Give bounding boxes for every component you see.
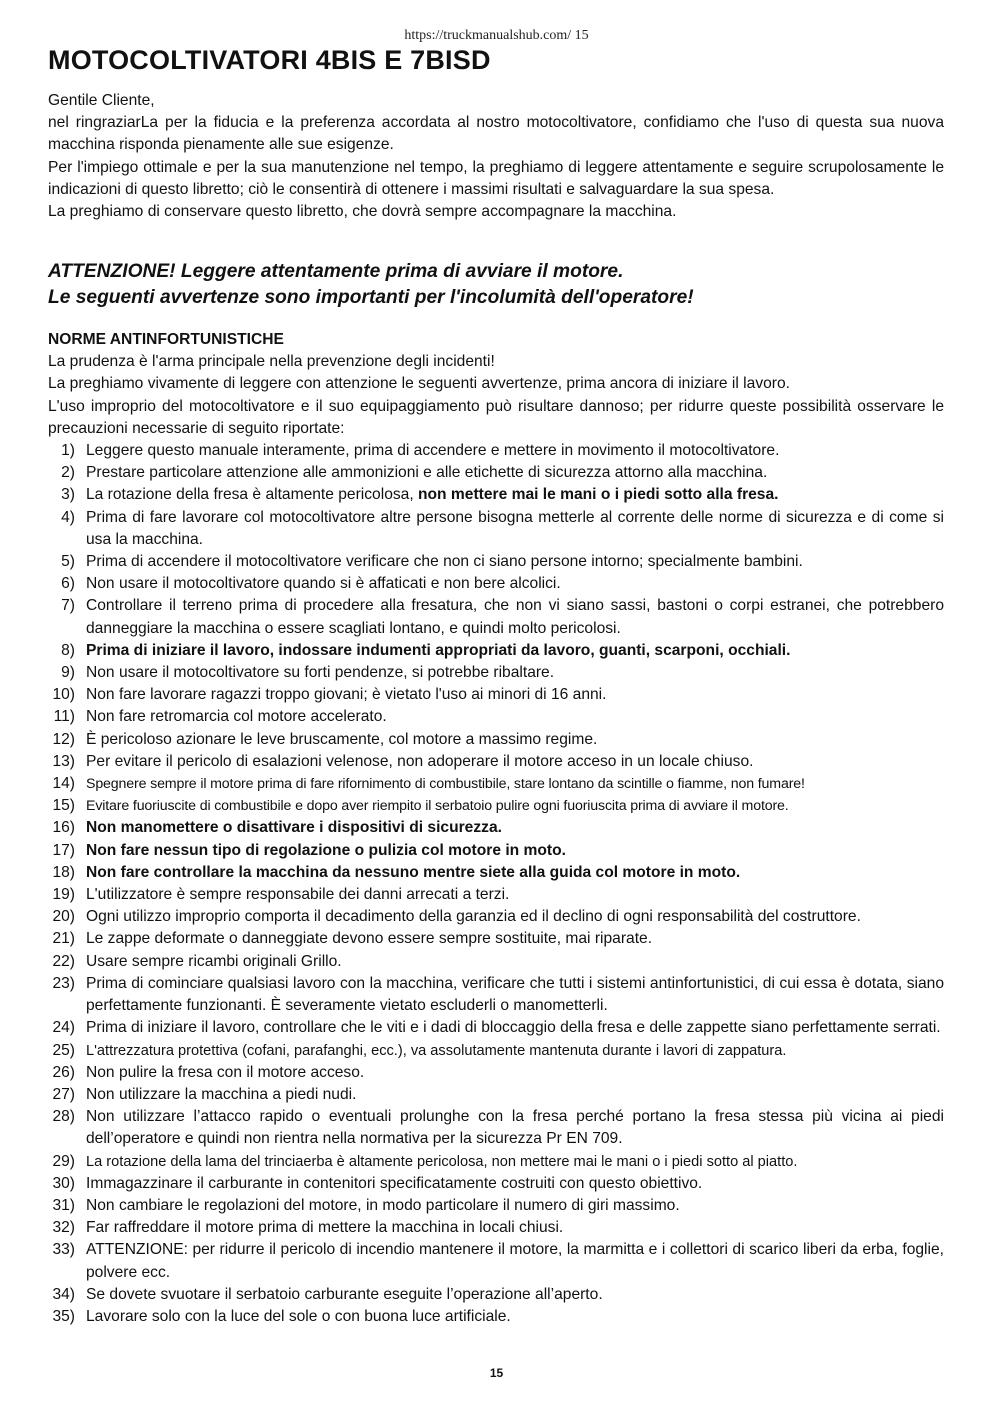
rule-number: 18)	[52, 863, 75, 881]
rule-text: La rotazione della lama del trinciaerba è altamente pericolosa, non mettere mai le mani o i piedi sotto al piatto.	[86, 1153, 798, 1170]
rule-item	[48, 1017, 944, 1039]
rule-text: Ogni utilizzo improprio comporta il decadimento della garanzia ed il declino di ogni responsabilità del costruttore.	[86, 908, 861, 926]
rule-item	[48, 640, 944, 662]
rule-text: Non utilizzare la macchina a piedi nudi.	[86, 1085, 357, 1103]
rule-number: 5)	[61, 553, 75, 571]
rule-text: ATTENZIONE: per ridurre il pericolo di incendio mantenere il motore, la marmitta e i collettori di scarico liberi da erba, foglie, polvere ecc.	[86, 1241, 944, 1281]
rule-item	[48, 1173, 944, 1195]
rule-number: 1)	[61, 442, 75, 460]
rule-number: 35)	[52, 1307, 75, 1325]
safety-warning	[48, 259, 944, 311]
rule-item	[48, 484, 944, 506]
rule-item	[48, 462, 944, 484]
rule-text: Leggere questo manuale interamente, prima di accendere e mettere in movimento il motocoltivatore.	[86, 442, 780, 460]
rule-text: Non usare il motocoltivatore su forti pendenze, si potrebbe ribaltare.	[86, 664, 555, 682]
section-paragraph: La preghiamo vivamente di leggere con attenzione le seguenti avvertenze, prima ancora di iniziare il lavoro.	[48, 375, 790, 393]
rule-number: 32)	[52, 1219, 75, 1237]
rule-text: Prima di fare lavorare col motocoltivatore altre persone bisogna metterle al corrente delle norme di sicurezza e di come si usa la macchina.	[86, 508, 944, 548]
safety-rules-section	[48, 329, 944, 1328]
intro-paragraph: Per l'impiego ottimale e per la sua manutenzione nel tempo, la preghiamo di leggere attentamente e seguire scrupolosamente le indicazioni di questo libretto; ciò le consentirà di ottenere i massimi risultati e salvaguardare la sua spesa.	[48, 158, 944, 198]
rule-emphasis: non mettere mai le mani o i piedi sotto alla fresa.	[413, 486, 779, 504]
rule-item	[48, 1106, 944, 1150]
rule-item	[48, 440, 944, 462]
warning-line: ATTENZIONE! Leggere attentamente prima di avviare il motore.	[48, 261, 624, 282]
rule-item	[48, 1084, 944, 1106]
intro-paragraph: La preghiamo di conservare questo libretto, che dovrà sempre accompagnare la macchina.	[48, 203, 677, 221]
rule-text: Le zappe deformate o danneggiate devono essere sempre sostituite, mai riparate.	[86, 930, 653, 948]
rule-item	[48, 551, 944, 573]
rule-text: Prima di accendere il motocoltivatore verificare che non ci siano persone intorno; specialmente bambini.	[86, 553, 803, 571]
rule-item	[48, 1306, 944, 1328]
rule-item	[48, 951, 944, 973]
intro-paragraph: nel ringraziarLa per la fiducia e la preferenza accordata al nostro motocoltivatore, confidiamo che l'uso di questa sua nuova macchina risponda pienamente alle sue esigenze.	[48, 114, 944, 154]
rule-item	[48, 1284, 944, 1306]
rule-text: Se dovete svuotare il serbatoio carburante eseguite l’operazione all’aperto.	[86, 1285, 603, 1303]
rule-text: Non utilizzare l’attacco rapido o eventuali prolunghe con la fresa perché portano la fresa stessa più vicina ai piedi dell’operatore e quindi non rientra nella normativa per la sicurezza Pr EN 709.	[86, 1108, 944, 1148]
rule-item	[48, 795, 944, 817]
rule-number: 10)	[52, 686, 75, 704]
rule-item	[48, 840, 944, 862]
section-paragraph: L'uso improprio del motocoltivatore e il suo equipaggiamento può risultare dannoso; per ridurre queste possibilità osservare le precauzioni necessarie di seguito riportate:	[48, 397, 944, 437]
rule-text: L'utilizzatore è sempre responsabile dei danni arrecati a terzi.	[86, 886, 510, 904]
rule-item	[48, 1062, 944, 1084]
rule-item	[48, 862, 944, 884]
rule-number: 15)	[52, 797, 75, 815]
rule-item	[48, 817, 944, 839]
rule-number: 4)	[61, 508, 75, 526]
page-title: MOTOCOLTIVATORI 4BIS E 7BISD	[48, 45, 491, 75]
rule-number: 28)	[52, 1108, 75, 1126]
rule-number: 7)	[61, 597, 75, 615]
rule-number: 22)	[52, 952, 75, 970]
rule-number: 20)	[52, 908, 75, 926]
rule-text: Non pulire la fresa con il motore acceso.	[86, 1063, 365, 1081]
intro-paragraph: Gentile Cliente,	[48, 92, 155, 109]
rule-number: 13)	[52, 752, 75, 770]
page-number: 15	[489, 1366, 504, 1380]
source-url: https://truckmanualshub.com/ 15	[404, 28, 589, 43]
rule-number: 23)	[52, 974, 75, 992]
rule-item	[48, 662, 944, 684]
rule-item	[48, 729, 944, 751]
rule-text: Prima di iniziare il lavoro, indossare indumenti appropriati da lavoro, guanti, scarponi, occhiali.	[86, 641, 791, 659]
rule-number: 21)	[52, 930, 75, 948]
rule-text: Non manomettere o disattivare i dispositivi di sicurezza.	[86, 819, 502, 837]
rule-item	[48, 706, 944, 728]
warning-line: Le seguenti avvertenze sono importanti per l'incolumità dell'operatore!	[48, 287, 694, 308]
rule-text: È pericoloso azionare le leve bruscamente, col motore a massimo regime.	[86, 730, 598, 748]
rule-text: Usare sempre ricambi originali Grillo.	[86, 952, 342, 970]
rule-item	[48, 684, 944, 706]
rule-item	[48, 906, 944, 928]
rule-number: 11)	[53, 708, 75, 726]
rule-number: 9)	[61, 664, 75, 682]
rule-number: 33)	[52, 1241, 75, 1259]
rule-text: Immagazzinare il carburante in contenitori specificatamente costruiti con questo obiettivo.	[86, 1174, 703, 1192]
rule-text: Prima di cominciare qualsiasi lavoro con la macchina, verificare che tutti i sistemi antinfortunistici, di cui essa è dotata, siano perfettamente funzionanti. È severamente vietato escluderli o manometterli.	[86, 974, 944, 1015]
rule-number: 29)	[52, 1152, 75, 1170]
rule-text: Non fare retromarcia col motore accelerato.	[86, 708, 387, 726]
rule-number: 31)	[52, 1196, 75, 1214]
intro-text	[48, 90, 944, 223]
rule-text: Per evitare il pericolo di esalazioni velenose, non adoperare il motore acceso in un locale chiuso.	[86, 752, 754, 770]
rule-text: Non fare nessun tipo di regolazione o pulizia col motore in moto.	[86, 841, 566, 859]
rule-number: 8)	[61, 641, 75, 659]
rule-item	[48, 573, 944, 595]
rule-text: Far raffreddare il motore prima di mettere la macchina in locali chiusi.	[86, 1219, 564, 1237]
section-paragraph: La prudenza è l'arma principale nella prevenzione degli incidenti!	[48, 353, 495, 371]
rule-number: 16)	[52, 819, 75, 837]
rule-text: Prestare particolare attenzione alle ammonizioni e alle etichette di sicurezza attorno alla macchina.	[86, 464, 768, 482]
rule-text: Prima di iniziare il lavoro, controllare che le viti e i dadi di bloccaggio della fresa e delle zappette siano perfettamente serrati.	[86, 1019, 941, 1037]
rule-number: 12)	[52, 730, 75, 748]
rule-number: 25)	[52, 1041, 75, 1059]
rule-number: 30)	[52, 1174, 75, 1192]
rule-item	[48, 751, 944, 773]
rule-text: Evitare fuoriuscite di combustibile e dopo aver riempito il serbatoio pulire ogni fuoriuscita prima di avviare il motore.	[86, 798, 789, 815]
rule-number: 27)	[52, 1085, 75, 1103]
rule-text: Controllare il terreno prima di procedere alla fresatura, che non vi siano sassi, bastoni o corpi estranei, che potrebbero danneggiare la macchina o essere scagliati lontano, e quindi molto pericolosi.	[86, 597, 944, 637]
rule-text: L'attrezzatura protettiva (cofani, parafanghi, ecc.), va assolutamente mantenuta durante i lavori di zappatura.	[86, 1042, 787, 1059]
rule-item	[48, 928, 944, 950]
rule-text: Spegnere sempre il motore prima di fare rifornimento di combustibile, stare lontano da scintille o fiamme, non fumare!	[86, 776, 805, 793]
rule-item	[48, 1195, 944, 1217]
rule-number: 34)	[52, 1285, 75, 1303]
rule-number: 6)	[61, 575, 75, 593]
rule-number: 19)	[52, 886, 75, 904]
rule-number: 14)	[52, 775, 75, 793]
section-heading: NORME ANTINFORTUNISTICHE	[48, 331, 284, 348]
rule-number: 24)	[52, 1019, 75, 1037]
rule-item	[48, 507, 944, 551]
rule-item	[48, 773, 944, 795]
rule-item	[48, 1217, 944, 1239]
rule-text: Lavorare solo con la luce del sole o con buona luce artificiale.	[86, 1307, 511, 1325]
rule-item	[48, 595, 944, 639]
rule-text: Non fare lavorare ragazzi troppo giovani; è vietato l'uso ai minori di 16 anni.	[86, 686, 607, 704]
rule-text: Non usare il motocoltivatore quando si è affaticati e non bere alcolici.	[86, 575, 561, 593]
rule-item	[48, 1151, 944, 1173]
rule-item	[48, 1239, 944, 1283]
rule-item	[48, 1040, 944, 1062]
safety-rules-list	[48, 440, 944, 1328]
rule-text: Non fare controllare la macchina da nessuno mentre siete alla guida col motore in moto.	[86, 863, 741, 881]
rule-text: La rotazione della fresa è altamente pericolosa,	[86, 486, 414, 504]
rule-item	[48, 973, 944, 1017]
rule-item	[48, 884, 944, 906]
rule-number: 3)	[61, 486, 75, 504]
rule-number: 17)	[52, 841, 75, 859]
rule-text: Non cambiare le regolazioni del motore, in modo particolare il numero di giri massimo.	[86, 1196, 680, 1214]
rule-number: 26)	[52, 1063, 75, 1081]
rule-number: 2)	[61, 464, 75, 482]
